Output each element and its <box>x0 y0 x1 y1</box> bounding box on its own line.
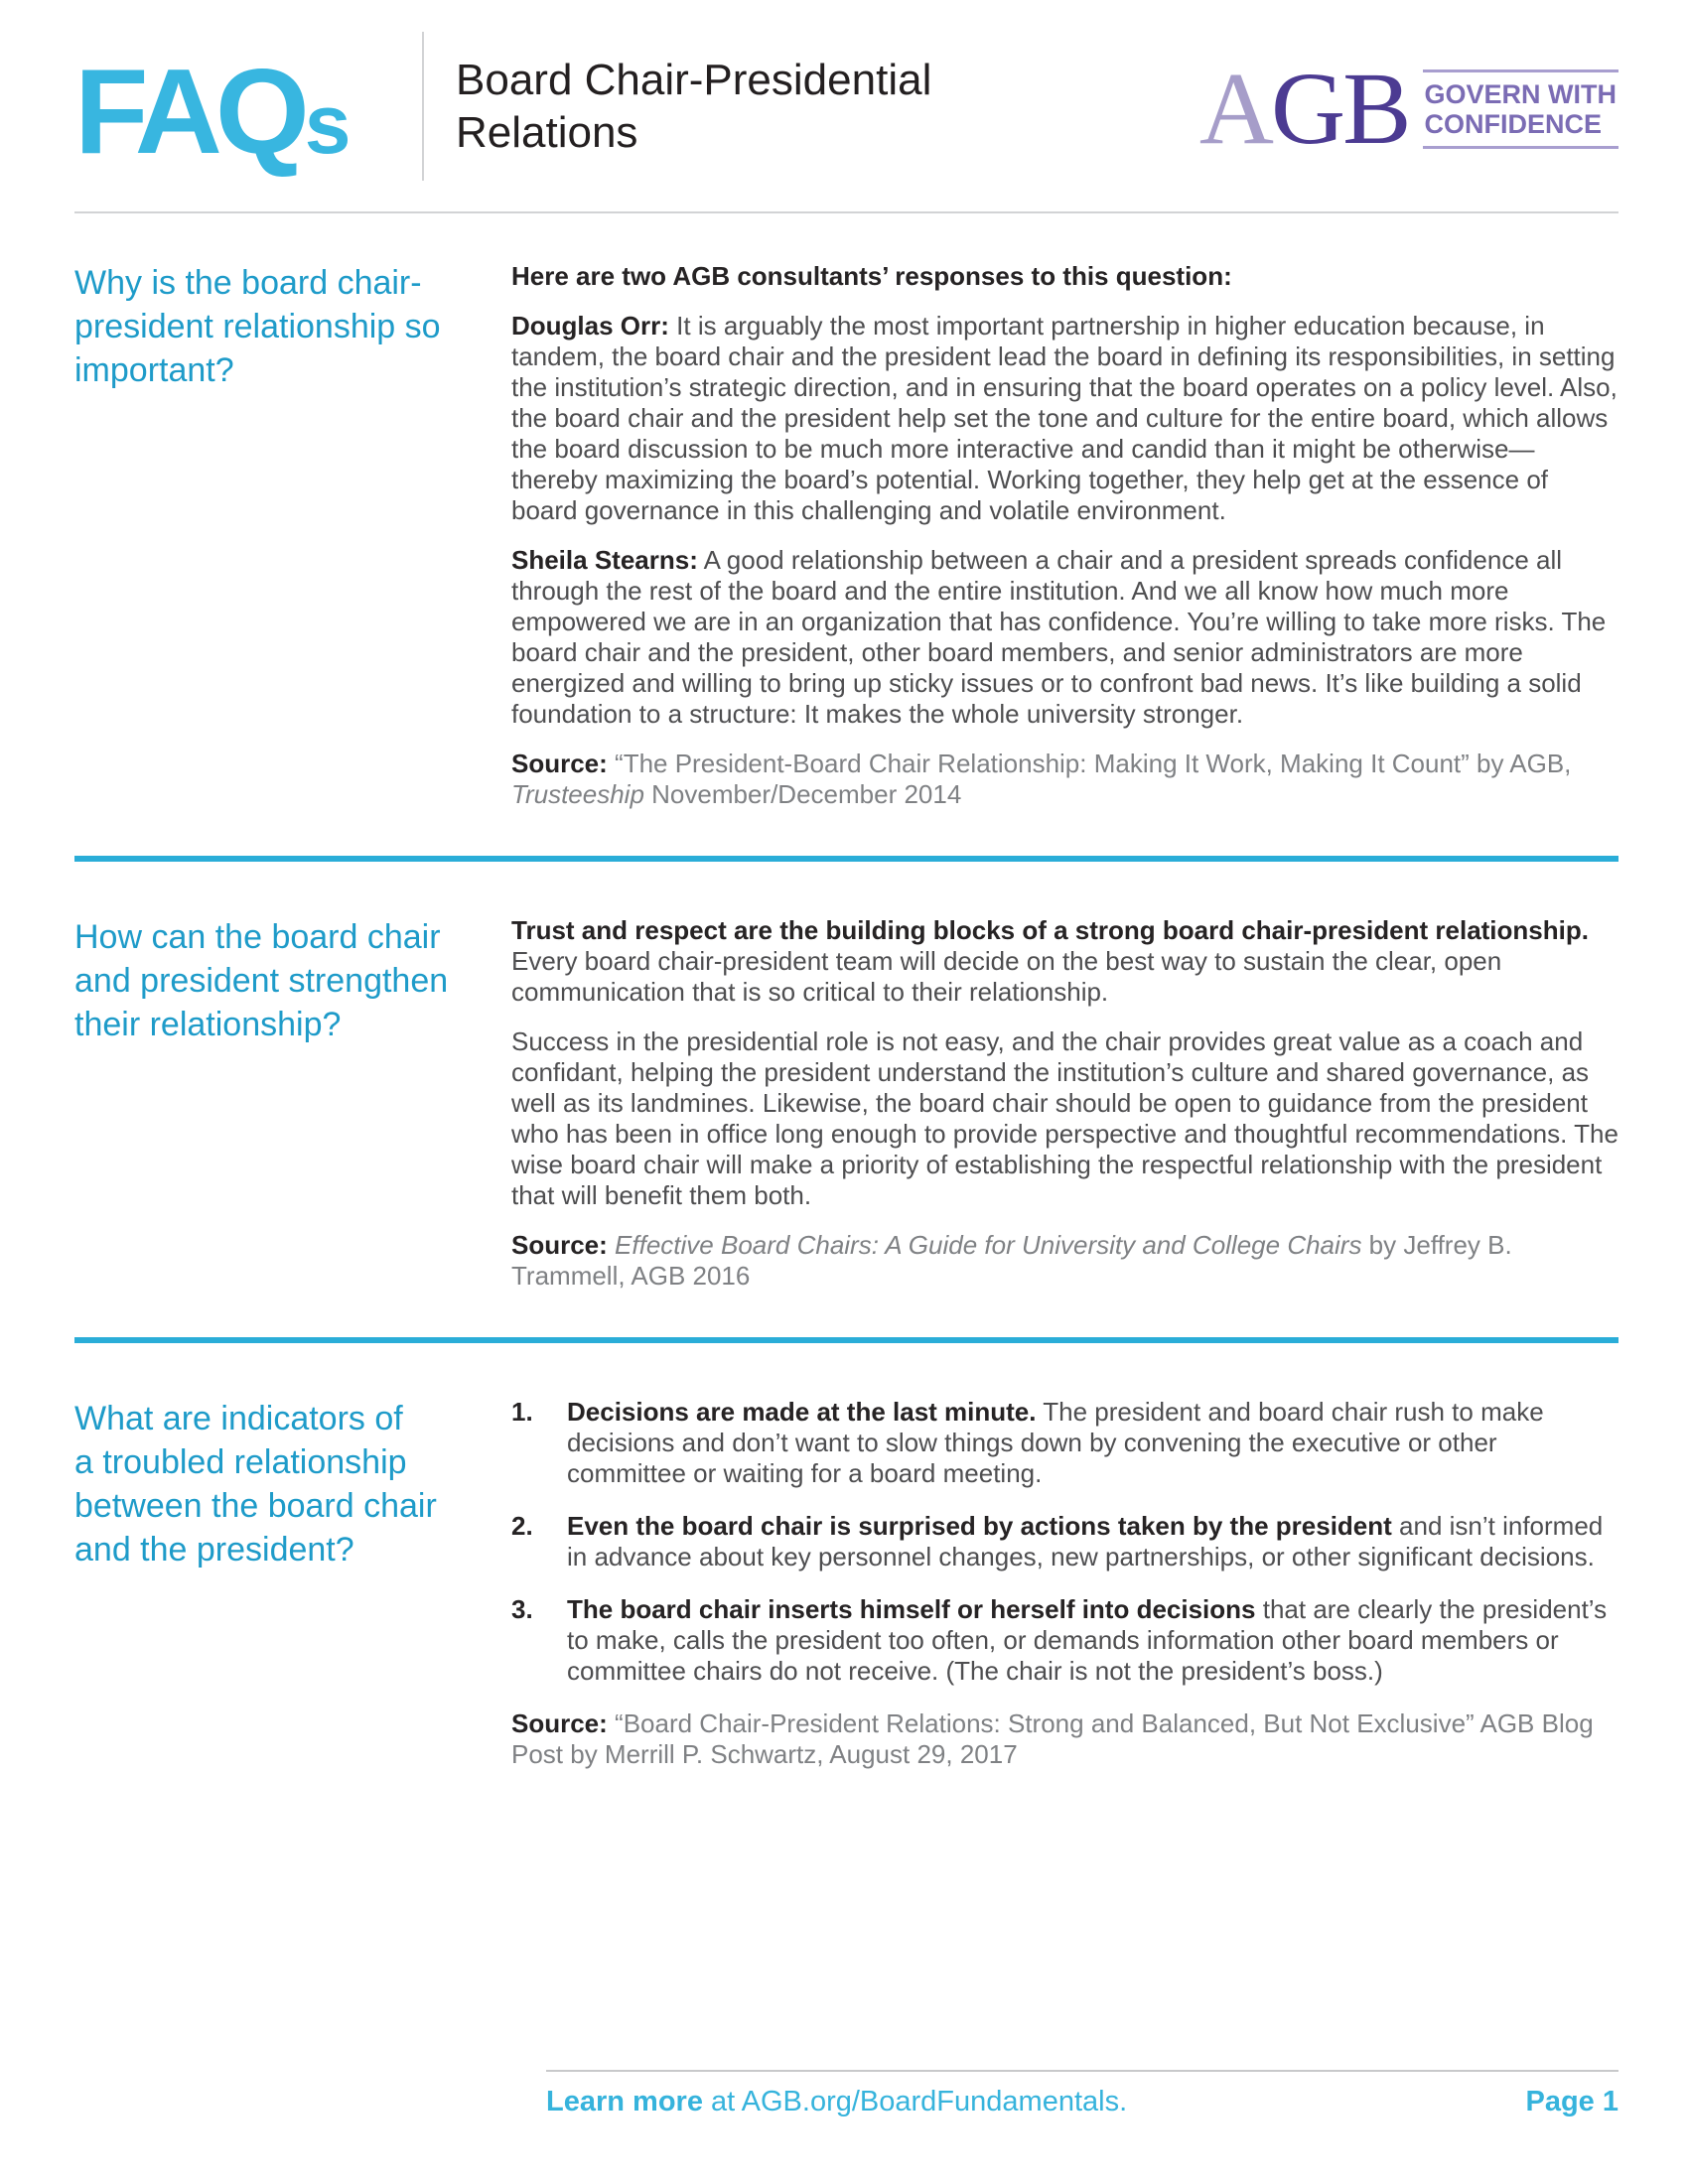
answer-2-paragraph-2 <box>511 1026 1618 1211</box>
faqs-logo-s: s <box>304 76 350 171</box>
answer-2-paragraph-1 <box>511 915 1618 1008</box>
answer-2 <box>511 915 1618 1292</box>
faq-section-3 <box>74 1343 1618 1770</box>
source-1-label: Source: <box>511 749 608 778</box>
indicator-item-2 <box>511 1511 1618 1572</box>
indicator-3-text <box>567 1594 1618 1687</box>
agb-tagline-line1: GOVERN WITH <box>1424 78 1617 109</box>
answer-1-paragraph-1-text: It is arguably the most important partnership in higher education because, in tandem, the board chair and the president lead the board in defining its responsibilities, in setting the institution’s strategic direction, and in ensuring that the board operates on a policy level. Also, the board chair and the president help set the tone and culture for the entire board, which allows the board discussion to be much more interactive and candid than it might be otherwise—thereby maximizing the board’s potential. Working together, they help get at the essence of board governance in this challenging and volatile environment. <box>511 311 1618 525</box>
answer-2-lead-bold: Trust and respect are the building blocks of a strong board chair-president relationship. <box>511 915 1589 945</box>
footer-page-number: Page 1 <box>1525 2086 1618 2117</box>
header <box>74 0 1618 213</box>
question-1-line: president relationship so <box>74 308 441 345</box>
source-1-publication: Trusteeship <box>511 779 644 809</box>
faqs-logo-text: FAQ <box>74 43 303 179</box>
agb-logo <box>1198 51 1618 166</box>
question-3-line: between the board chair <box>74 1487 437 1525</box>
footer <box>546 2070 1618 2118</box>
answer-1-intro <box>511 261 1618 292</box>
agb-logo-gb: GB <box>1271 51 1409 166</box>
answer-1-paragraph-sheila-stearns <box>511 545 1618 730</box>
consultant-name-sheila-stearns: Sheila Stearns: <box>511 545 698 575</box>
agb-logo-a: A <box>1198 51 1272 166</box>
question-2-line: and president strengthen <box>74 962 449 1000</box>
indicator-2-detail: and isn’t informed in advance about key personnel changes, new partnerships, or other significant decisions. <box>567 1511 1604 1571</box>
document-title-line2: Relations <box>456 107 638 157</box>
faq-section-1 <box>74 213 1618 810</box>
footer-learn-more-bold: Learn more <box>546 2086 703 2117</box>
indicator-3-bold: The board chair inserts himself or herself into decisions <box>567 1594 1256 1624</box>
document-title-line1: Board Chair-Presidential <box>456 55 932 104</box>
footer-learn-more <box>546 2086 1127 2118</box>
source-3-citation: “Board Chair-President Relations: Strong and Balanced, But Not Exclusive” AGB Blog Post by Merrill P. Schwartz, August 29, 2017 <box>511 1708 1594 1769</box>
source-1-citation: “The President-Board Chair Relationship: Making It Work, Making It Count” by AGB, <box>607 749 1572 778</box>
source-2 <box>511 1230 1618 1292</box>
source-2-author: by Jeffrey B. Trammell, AGB 2016 <box>511 1230 1512 1291</box>
question-2 <box>74 915 511 1292</box>
indicator-2-number: 2. <box>511 1511 533 1541</box>
agb-logo-wordmark <box>1198 51 1409 166</box>
answer-1-paragraph-douglas-orr <box>511 311 1618 526</box>
answer-2-paragraph-2-text: Success in the presidential role is not easy, and the chair provides great value as a coach and confidant, helping the president understand the institution’s culture and shared governance, as well as its landmines. Likewise, the board chair should be open to guidance from the president who has been in office long enough to provide perspective and thoughtful recommendations. The wise board chair will make a priority of establishing the respectful relationship with the president that will benefit them both. <box>511 1026 1618 1210</box>
source-3-label: Source: <box>511 1708 608 1738</box>
indicator-item-1 <box>511 1397 1618 1489</box>
faqs-logo <box>74 41 422 179</box>
question-1 <box>74 261 511 810</box>
question-1-line: Why is the board chair- <box>74 264 422 302</box>
indicator-1-number: 1. <box>511 1397 533 1427</box>
question-3-line: What are indicators of <box>74 1400 403 1437</box>
question-3-line: a troubled relationship <box>74 1443 407 1481</box>
indicator-item-3 <box>511 1594 1618 1687</box>
source-2-label: Source: <box>511 1230 608 1260</box>
indicator-3-number: 3. <box>511 1594 533 1624</box>
question-2-line: their relationship? <box>74 1006 342 1043</box>
answer-1-paragraph-2-text: A good relationship between a chair and a president spreads confidence all through the rest of the board and the entire institution. And we all know how much more empowered we are in an organization that has confidence. You’re willing to take more risks. The board chair and the president, other board members, and senior administrators are more energized and willing to bring up sticky issues or to confront bad news. It’s like building a solid foundation to a structure: It makes the whole university stronger. <box>511 545 1607 729</box>
footer-url-link[interactable]: at AGB.org/BoardFundamentals. <box>702 2086 1128 2117</box>
question-2-line: How can the board chair <box>74 918 441 956</box>
answer-3 <box>511 1397 1618 1770</box>
indicator-1-text <box>567 1397 1618 1489</box>
answer-2-lead-text: Every board chair-president team will decide on the best way to sustain the clear, open communication that is so critical to their relationship. <box>511 946 1502 1007</box>
faq-section-2 <box>74 862 1618 1292</box>
source-1-date: November/December 2014 <box>643 779 962 809</box>
agb-tagline <box>1423 69 1619 149</box>
question-3-line: and the president? <box>74 1531 354 1569</box>
agb-tagline-line2: CONFIDENCE <box>1424 108 1603 139</box>
consultant-name-douglas-orr: Douglas Orr: <box>511 311 669 341</box>
source-1 <box>511 749 1618 810</box>
indicator-1-detail: The president and board chair rush to make decisions and don’t want to slow things down by convening the executive or other committee or waiting for a board meeting. <box>567 1397 1544 1488</box>
question-1-line: important? <box>74 351 234 389</box>
indicator-1-bold: Decisions are made at the last minute. <box>567 1397 1037 1427</box>
source-2-book-title: Effective Board Chairs: A Guide for University and College Chairs <box>615 1230 1362 1260</box>
document-title <box>424 54 931 159</box>
indicator-2-bold: Even the board chair is surprised by actions taken by the president <box>567 1511 1392 1541</box>
answer-1 <box>511 261 1618 810</box>
answer-1-intro-text: Here are two AGB consultants’ responses to this question: <box>511 261 1232 291</box>
indicator-3-detail: that are clearly the president’s to make, calls the president too often, or demands information other board members or committee chairs do not receive. (The chair is not the president’s boss.) <box>567 1594 1608 1686</box>
source-3 <box>511 1708 1618 1770</box>
question-3 <box>74 1397 511 1770</box>
indicator-2-text <box>567 1511 1618 1572</box>
